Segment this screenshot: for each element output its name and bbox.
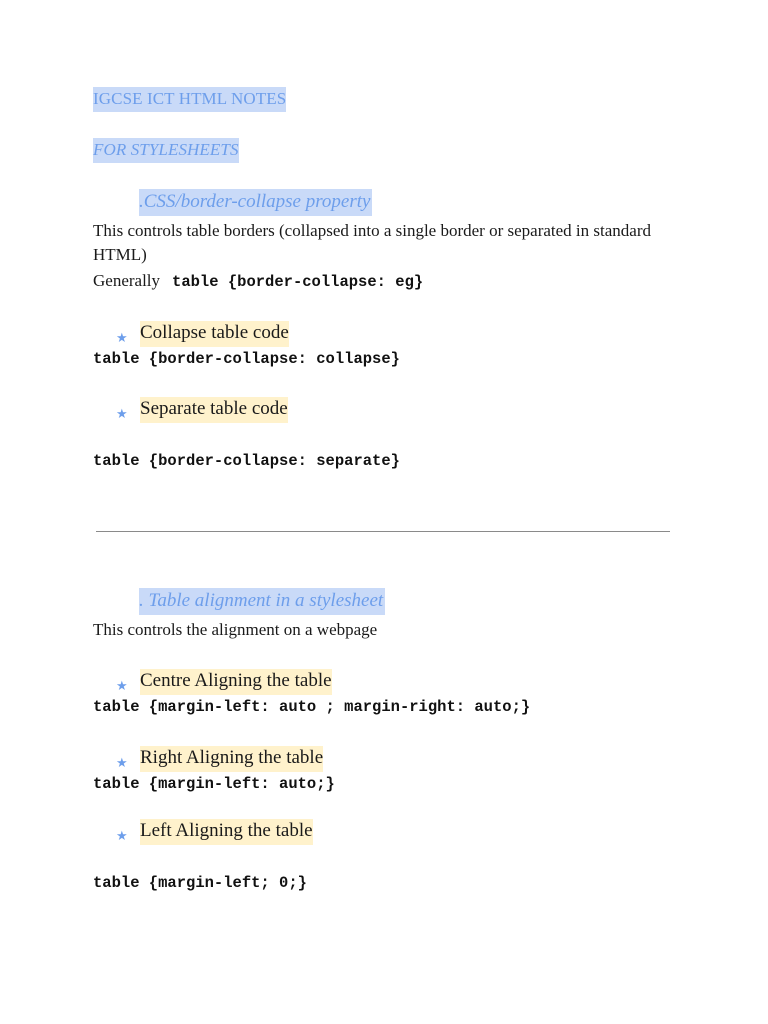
generally-label: Generally <box>93 271 161 290</box>
code-centre: table {margin-left: auto ; margin-right: auto;} <box>93 698 531 716</box>
generally-line <box>93 269 423 293</box>
bullet-label: Right Aligning the table <box>140 746 323 772</box>
star-icon: ★ <box>116 755 128 770</box>
star-icon: ★ <box>116 828 128 843</box>
section-description: This controls table borders (collapsed into a single border or separated in standard <box>93 221 651 240</box>
bullet-label: Separate table code <box>140 397 288 423</box>
section-description-continued: HTML) <box>93 245 147 264</box>
bullet-item-separate <box>116 397 288 423</box>
section-heading-table-alignment: . Table alignment in a stylesheet <box>139 588 385 615</box>
bullet-item-collapse <box>116 321 289 347</box>
bullet-label: Collapse table code <box>140 321 289 347</box>
bullet-item-centre <box>116 669 332 695</box>
star-icon: ★ <box>116 678 128 693</box>
star-icon: ★ <box>116 330 128 345</box>
code-separate: table {border-collapse: separate} <box>93 452 400 470</box>
document-subtitle: FOR STYLESHEETS <box>93 138 239 163</box>
code-collapse: table {border-collapse: collapse} <box>93 350 400 368</box>
horizontal-divider <box>96 531 670 532</box>
bullet-item-left <box>116 819 313 845</box>
generally-code: table {border-collapse: eg} <box>172 273 424 291</box>
bullet-label: Left Aligning the table <box>140 819 313 845</box>
code-left: table {margin-left; 0;} <box>93 874 307 892</box>
star-icon: ★ <box>116 406 128 421</box>
section-description: This controls the alignment on a webpage <box>93 620 378 639</box>
bullet-item-right <box>116 746 323 772</box>
code-right: table {margin-left: auto;} <box>93 775 335 793</box>
document-title: IGCSE ICT HTML NOTES <box>93 87 286 112</box>
section-heading-border-collapse: .CSS/border-collapse property <box>139 189 372 216</box>
bullet-label: Centre Aligning the table <box>140 669 332 695</box>
